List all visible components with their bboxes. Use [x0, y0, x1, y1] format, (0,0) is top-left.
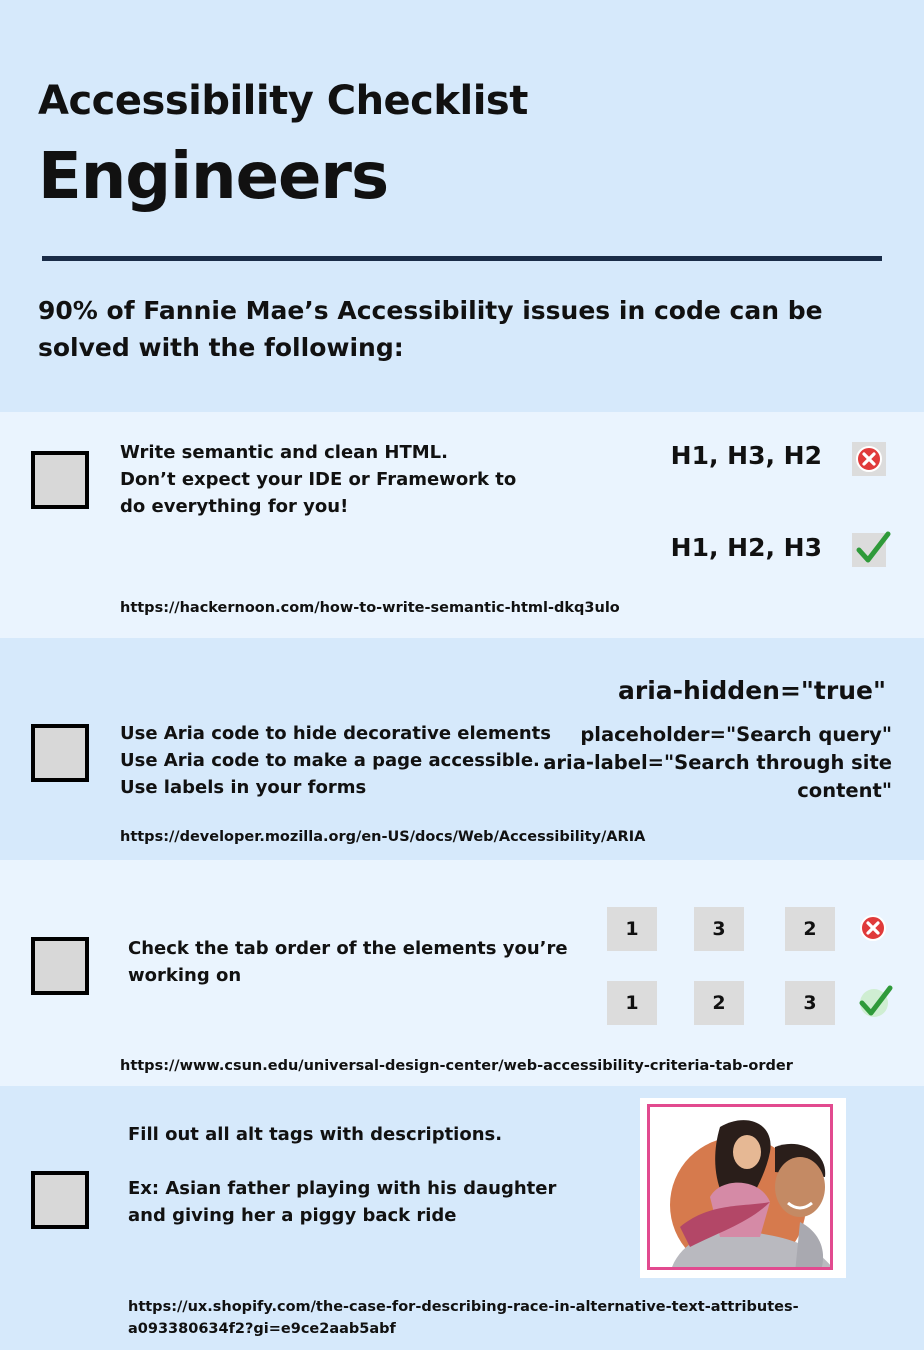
item-text-alt-tags: [128, 1121, 556, 1229]
item-line: do everything for you!: [120, 496, 349, 517]
photo-border: [647, 1104, 833, 1270]
tab-order-wrong-2: 3: [694, 907, 744, 951]
code-line: aria-label="Search through site: [543, 751, 892, 774]
tab-order-wrong-1: 1: [607, 907, 657, 951]
item-text-semantic-html: [120, 439, 516, 520]
item-line: Fill out all alt tags with descriptions.: [128, 1124, 503, 1145]
item-text-tab-order: [128, 935, 568, 989]
link-aria[interactable]: https://developer.mozilla.org/en-US/docs/Web/Accessibility/ARIA: [120, 829, 646, 845]
item-line: [128, 1148, 556, 1175]
check-icon: [855, 528, 891, 566]
item-line: Check the tab order of the elements you’re: [128, 938, 568, 959]
link-semantic-html[interactable]: https://hackernoon.com/how-to-write-semantic-html-dkq3ulo: [120, 600, 620, 616]
intro-text: 90% of Fannie Mae’s Accessibility issues in code can be solved with the following:: [38, 296, 823, 362]
header-divider: [42, 256, 882, 261]
item-text-aria: [120, 720, 551, 801]
checkbox-alt-tags[interactable]: [31, 1171, 89, 1229]
item-line: Ex: Asian father playing with his daughter: [128, 1178, 557, 1199]
item-line: working on: [128, 965, 242, 986]
tab-order-right-3: 3: [785, 981, 835, 1025]
code-line: placeholder="Search query": [580, 723, 892, 746]
item-line: Write semantic and clean HTML.: [120, 442, 448, 463]
father-daughter-image: [650, 1107, 833, 1270]
page-title: Accessibility Checklist: [38, 78, 528, 124]
item-line: Use Aria code to make a page accessible.: [120, 750, 540, 771]
code-line: content": [797, 779, 892, 802]
header: [0, 0, 924, 412]
heading-order-wrong-example: H1, H3, H2: [670, 441, 822, 470]
checkbox-semantic-html[interactable]: [31, 451, 89, 509]
item-line: Don’t expect your IDE or Framework to: [120, 469, 517, 490]
alt-tag-example-photo: [640, 1098, 846, 1278]
check-icon: [857, 983, 893, 1019]
link-tab-order[interactable]: https://www.csun.edu/universal-design-center/web-accessibility-criteria-tab-order: [120, 1058, 793, 1074]
page-subtitle: Engineers: [38, 140, 389, 214]
tab-order-right-1: 1: [607, 981, 657, 1025]
item-line: and giving her a piggy back ride: [128, 1205, 457, 1226]
item-line: Use labels in your forms: [120, 777, 367, 798]
tab-order-right-2: 2: [694, 981, 744, 1025]
wrong-icon: [857, 912, 889, 944]
tab-order-wrong-3: 2: [785, 907, 835, 951]
link-line[interactable]: https://ux.shopify.com/the-case-for-describing-race-in-alternative-text-attributes-: [128, 1299, 799, 1315]
link-alt-tags[interactable]: [128, 1296, 799, 1340]
aria-hidden-example: aria-hidden="true": [618, 676, 886, 705]
wrong-icon: [853, 443, 885, 475]
heading-order-right-example: H1, H2, H3: [670, 533, 822, 562]
item-line: Use Aria code to hide decorative elements: [120, 723, 551, 744]
checkbox-aria[interactable]: [31, 724, 89, 782]
aria-label-example: [543, 721, 892, 805]
checkbox-tab-order[interactable]: [31, 937, 89, 995]
link-line[interactable]: a093380634f2?gi=e9ce2aab5abf: [128, 1321, 396, 1337]
